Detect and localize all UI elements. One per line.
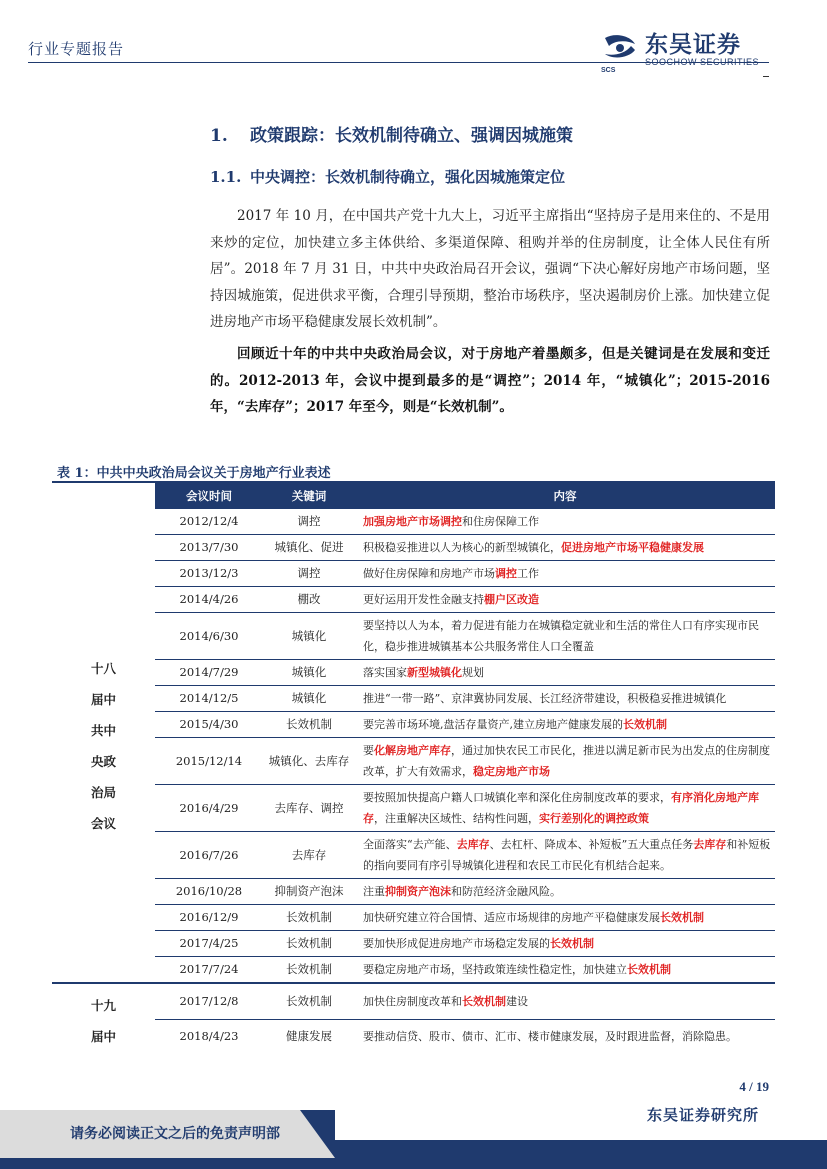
subsection-title: 中央调控：长效机制待确立，强化因城施策定位 (250, 168, 566, 186)
table-header-keyword: 关键词 (263, 482, 355, 509)
page-number: 4 / 19 (739, 1079, 769, 1094)
meeting-content (355, 832, 775, 879)
meeting-content (355, 535, 775, 561)
table-row (52, 738, 775, 785)
content-text: 和住房保障工作 (462, 515, 539, 528)
subsection-heading (210, 166, 565, 187)
highlight-text: 长效机制 (550, 937, 594, 950)
meeting-date: 2017/4/25 (155, 931, 263, 957)
content-text: 要完善市场环境,盘活存量资产,建立房地产健康发展的 (363, 718, 623, 731)
meeting-content (355, 1019, 775, 1054)
meeting-keyword: 调控 (263, 509, 355, 535)
logo-chinese-name: 东吴证券 (644, 32, 741, 58)
section-title: 政策跟踪：长效机制待确立、强调因城施策 (250, 126, 573, 146)
content-text: 做好住房保障和房地产市场 (363, 567, 495, 580)
meeting-keyword: 去库存 (263, 832, 355, 879)
highlight-text: 去库存 (693, 838, 727, 851)
meeting-content (355, 561, 775, 587)
section-number: 1. (210, 126, 228, 146)
highlight-text: 长效机制 (660, 911, 704, 924)
highlight-text: 调控 (495, 567, 517, 580)
highlight-text: 长效机制 (462, 994, 506, 1008)
report-type-label: 行业专题报告 (28, 40, 125, 58)
meeting-content (355, 613, 775, 660)
content-text: 注重 (363, 885, 385, 898)
meeting-date: 2014/6/30 (155, 613, 263, 660)
scs-logo-icon (600, 34, 639, 74)
content-text: 加快住房制度改革和 (363, 994, 462, 1008)
meeting-date: 2014/7/29 (155, 660, 263, 686)
table-row (52, 686, 775, 712)
header-tick (763, 76, 769, 77)
table-row (52, 931, 775, 957)
meeting-content (355, 785, 775, 832)
table-row (52, 712, 775, 738)
table-caption: 表 1：中共中央政治局会议关于房地产行业表述 (57, 466, 331, 481)
meeting-content (355, 931, 775, 957)
content-text: 全面落实“去产能、 (363, 838, 457, 851)
footer-disclaimer[interactable]: 请务必阅读正文之后的免责声明部 (70, 1126, 280, 1142)
meeting-date: 2014/4/26 (155, 587, 263, 613)
content-text: 和补短板的指向要同有序引导城镇化进程和农民工市民化有机结合起来。 (363, 838, 771, 872)
meeting-keyword: 城镇化、促进 (263, 535, 355, 561)
content-text: 要稳定房地产市场，坚持政策连续性稳定性，加快建立 (363, 963, 627, 976)
highlight-text: 加强房地产市场调控 (363, 515, 462, 528)
meeting-date: 2016/12/9 (155, 905, 263, 931)
table-row (52, 587, 775, 613)
meeting-date: 2015/4/30 (155, 712, 263, 738)
table-row (52, 561, 775, 587)
content-text: ，通过加快农民工市民化，推进以满足新市民为出发点的住房制度改革，扩大有效需求， (363, 744, 770, 778)
meeting-content (355, 587, 775, 613)
group-label-line: 十八 (90, 660, 116, 676)
group-label-line: 共中 (90, 722, 116, 738)
content-text: ，注重解决区域性、结构性问题， (374, 812, 539, 825)
table-row (52, 1019, 775, 1054)
meeting-keyword: 城镇化 (263, 686, 355, 712)
table-row (52, 660, 775, 686)
table-header-blank (52, 482, 155, 509)
content-text: 推进“一带一路”、京津冀协同发展、长江经济带建设，积极稳妥推进城镇化 (363, 692, 727, 705)
group-label-line: 会议 (90, 815, 116, 831)
meeting-content (355, 905, 775, 931)
meeting-keyword: 去库存、调控 (263, 785, 355, 832)
meeting-content (355, 509, 775, 535)
content-text: 积极稳妥推进以人为核心的新型城镇化， (363, 541, 561, 554)
meeting-date: 2016/7/26 (155, 832, 263, 879)
highlight-text: 稳定房地产市场 (473, 765, 550, 778)
meeting-content (355, 983, 775, 1019)
content-text: 建设 (506, 994, 528, 1008)
meeting-content (355, 957, 775, 984)
content-text: 更好运用开发性金融支持 (363, 593, 484, 606)
group-label-line: 央政 (90, 753, 116, 769)
meeting-date: 2016/10/28 (155, 879, 263, 905)
meeting-date: 2016/4/29 (155, 785, 263, 832)
logo-english-name: SOOCHOW SECURITIES (644, 57, 759, 67)
content-text: 工作 (517, 567, 539, 580)
meeting-keyword: 城镇化 (263, 613, 355, 660)
table-row (52, 785, 775, 832)
table-header-row (52, 482, 775, 509)
meeting-content (355, 660, 775, 686)
meeting-date: 2018/4/23 (179, 1029, 239, 1044)
meeting-keyword: 长效机制 (263, 905, 355, 931)
meeting-content (355, 712, 775, 738)
meeting-content (355, 686, 775, 712)
highlight-text: 化解房地产库存 (374, 744, 451, 757)
group-label-line: 届中 (90, 1029, 116, 1044)
table-row (52, 509, 775, 535)
body-paragraph-2: 回顾近十年的中共中央政治局会议，对于房地产着墨颇多，但是关键词是在发展和变迁的。2012-2013 年，会议中提到最多的是“调控”；2014 年，“城镇化”；2015-2016 年，“去库存”；2017 年至今，则是“长效机制”。 (210, 346, 770, 415)
section-heading (210, 121, 573, 146)
group-label-line: 届中 (90, 691, 116, 707)
group-label-18th (52, 509, 155, 983)
content-text: 要坚持以人为本，着力促进有能力在城镇稳定就业和生活的常住人口有序实现市民化，稳步推进城镇基本公共服务常住人口全覆盖 (363, 619, 759, 653)
meeting-keyword: 长效机制 (263, 931, 355, 957)
subsection-number: 1.1. (210, 168, 242, 186)
highlight-text: 新型城镇化 (407, 666, 462, 679)
highlight-text: 促进房地产市场平稳健康发展 (561, 541, 704, 554)
meeting-keyword: 棚改 (263, 587, 355, 613)
highlight-text: 去库存 (456, 838, 490, 851)
highlight-text: 棚户区改造 (484, 593, 539, 606)
highlight-text: 实行差别化的调控政策 (539, 812, 649, 825)
meeting-keyword: 长效机制 (263, 712, 355, 738)
meeting-keyword: 调控 (263, 561, 355, 587)
content-text: 要加快形成促进房地产市场稳定发展的 (363, 937, 550, 950)
logo-abbr: SCS (600, 67, 616, 74)
content-text: 加快研究建立符合国情、适应市场规律的房地产平稳健康发展 (363, 911, 660, 924)
body-paragraph-1: 2017 年 10 月，在中国共产党十九大上，习近平主席指出“坚持房子是用来住的、不是用来炒的定位，加快建立多主体供给、多渠道保障、租购并举的住房制度，让全体人民住有所居”。2018 年 7 月 31 日，中共中央政治局召开会议，强调“下决心解好房地产市场问题，坚持因城施策，促进供求平衡，合理引导预期，整治市场秩序，坚决遏制房价上涨。加快建立促进房地产市场平稳健康发展长效机制”。 (210, 208, 770, 330)
meeting-date: 2017/12/8 (155, 983, 263, 1019)
meeting-date: 2012/12/4 (155, 509, 263, 535)
brand-logo (600, 32, 759, 74)
table-header-content: 内容 (355, 482, 775, 509)
meeting-keyword: 城镇化 (263, 660, 355, 686)
meeting-table (52, 481, 775, 1054)
table-row (52, 983, 775, 1019)
table-row (52, 832, 775, 879)
footer-institute: 东吴证券研究所 (646, 1106, 759, 1124)
table-header-date: 会议时间 (155, 482, 263, 509)
highlight-text: 长效机制 (627, 963, 671, 976)
meeting-content (355, 738, 775, 785)
content-text: 、去杠杆、降成本、补短板”五大重点任务 (489, 838, 694, 851)
meeting-keyword: 抑制资产泡沫 (263, 879, 355, 905)
meeting-date: 2013/7/30 (155, 535, 263, 561)
highlight-text: 抑制资产泡沫 (385, 885, 451, 898)
group-label-line: 十九 (90, 998, 116, 1013)
content-text: 落实国家 (363, 666, 407, 679)
content-text: 要推动信贷、股市、债市、汇市、楼市健康发展，及时跟进监督，消除隐患。 (363, 1030, 737, 1044)
meeting-content (355, 879, 775, 905)
meeting-date: 2014/12/5 (155, 686, 263, 712)
meeting-date: 2017/7/24 (155, 957, 263, 984)
table-row (52, 905, 775, 931)
group-label-19th (52, 983, 155, 1054)
highlight-text: 长效机制 (623, 718, 667, 731)
table-row (52, 957, 775, 984)
table-row (52, 879, 775, 905)
meeting-keyword: 健康发展 (286, 1029, 332, 1044)
content-text: 要 (363, 744, 374, 757)
meeting-keyword: 长效机制 (263, 983, 355, 1019)
content-text: 规划 (462, 666, 484, 679)
meeting-date: 2015/12/14 (155, 738, 263, 785)
meeting-keyword: 长效机制 (263, 957, 355, 984)
table-row (52, 535, 775, 561)
content-text: 要按照加快提高户籍人口城镇化率和深化住房制度改革的要求， (363, 791, 671, 804)
highlight-text: 有序消化房地产库存 (363, 791, 759, 825)
table-row (52, 613, 775, 660)
meeting-date: 2013/12/3 (155, 561, 263, 587)
content-text: 和防范经济金融风险。 (451, 885, 561, 898)
group-label-line: 治局 (90, 784, 116, 800)
meeting-keyword: 城镇化、去库存 (263, 738, 355, 785)
